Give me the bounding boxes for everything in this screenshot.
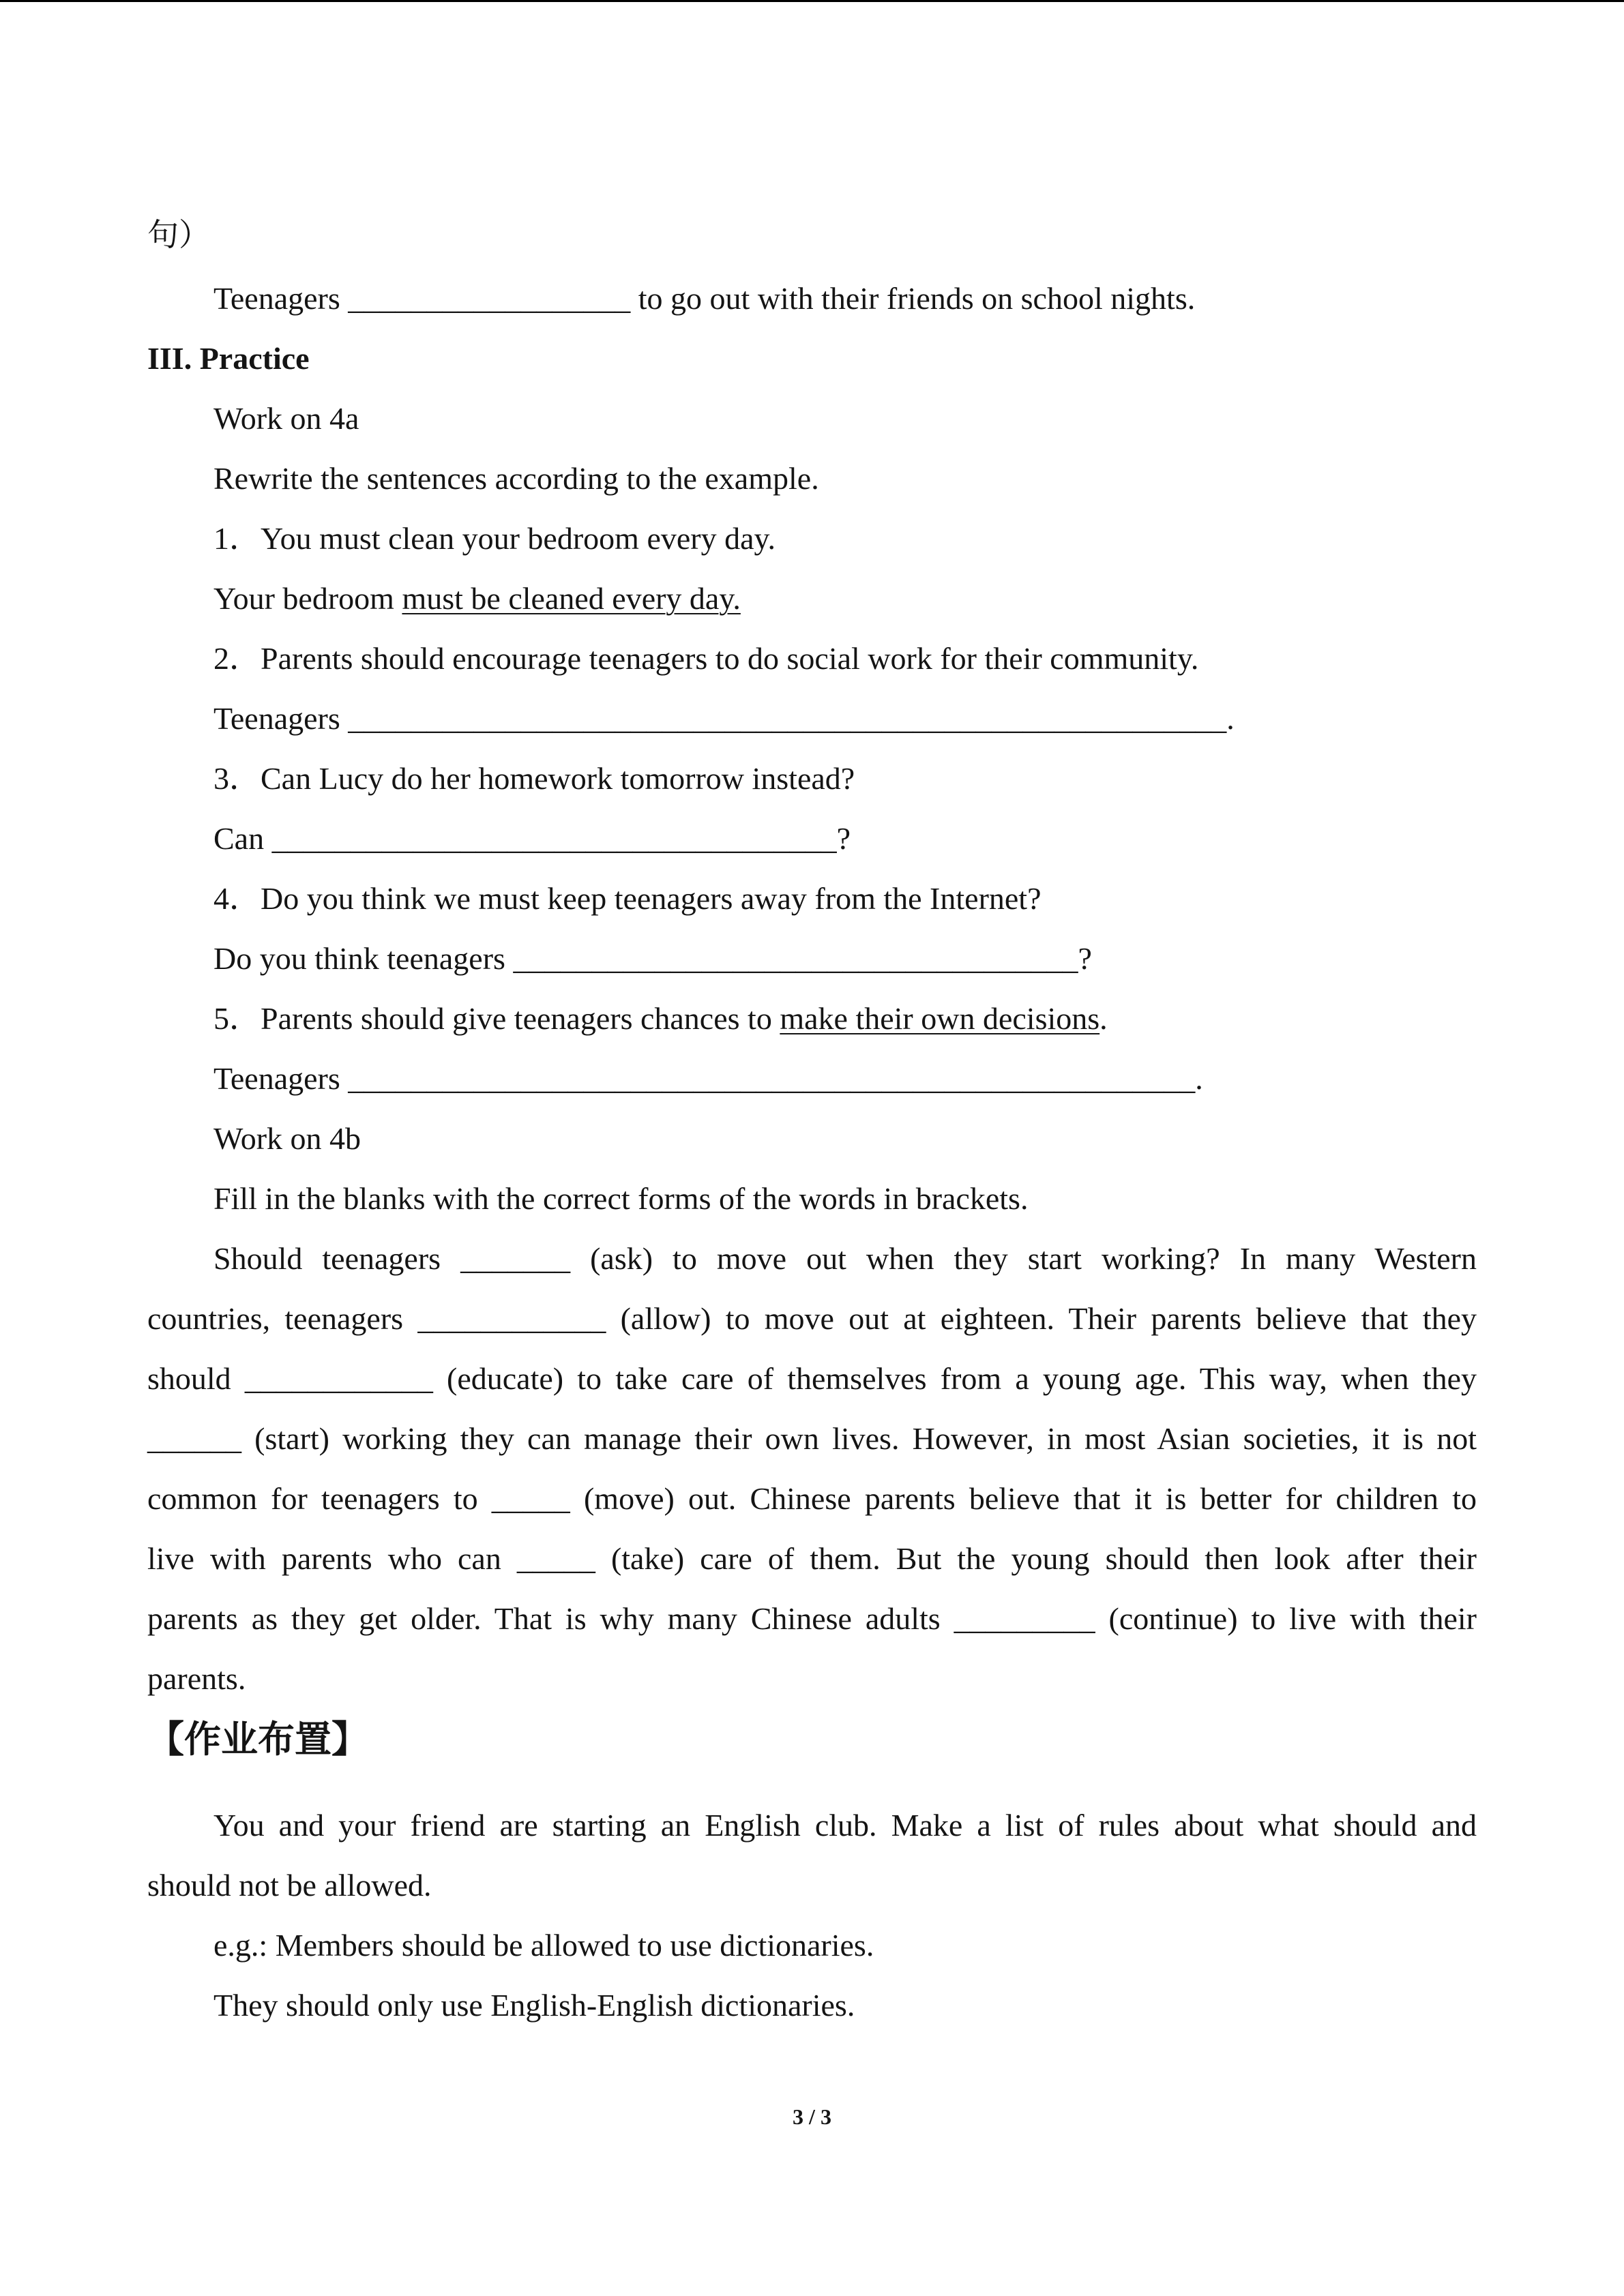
homework-line: You and your friend are starting an English club. Make a list of rules about what should and <box>213 1808 1477 1843</box>
answer-prefix: Your bedroom <box>213 581 394 616</box>
underlined-phrase: make their own decisions <box>780 1001 1100 1036</box>
answer-line-4[interactable]: Do you think teenagers ____________________________________? <box>213 941 1092 976</box>
passage-line: Should teenagers _______ (ask) to move out when they start working? In many Western <box>213 1241 1477 1276</box>
answer-line-2[interactable]: Teenagers ________________________________________________________. <box>213 701 1235 736</box>
passage-line: ______ (start) working they can manage their own lives. However, in most Asian societies, it is not <box>147 1421 1477 1456</box>
underlined-answer: must be cleaned every day. <box>402 581 741 616</box>
homework-example: e.g.: Members should be allowed to use dictionaries. <box>213 1928 874 1963</box>
passage-line: countries, teenagers ____________ (allow) to move out at eighteen. Their parents believe that they <box>147 1301 1477 1336</box>
section-heading: III. Practice <box>147 341 310 376</box>
sentence-fragment: 句） <box>147 216 210 253</box>
answer-line-3[interactable]: Can ____________________________________? <box>213 821 851 856</box>
answer-blank[interactable]: __________________ <box>348 281 631 316</box>
rewrite-sentence <box>213 283 1195 314</box>
question-5-end: . <box>1099 1001 1108 1036</box>
passage-line: parents. <box>147 1661 246 1696</box>
work-4b-title: Work on 4b <box>213 1121 361 1156</box>
page-number: 3 / 3 <box>793 2104 831 2129</box>
question-4: 4．Do you think we must keep teenagers away from the Internet? <box>213 881 1042 916</box>
answer-line-5[interactable]: Teenagers ______________________________________________________. <box>213 1061 1203 1096</box>
work-4a-instruction: Rewrite the sentences according to the example. <box>213 461 819 496</box>
question-1: 1．You must clean your bedroom every day. <box>213 521 776 556</box>
question-3: 3．Can Lucy do her homework tomorrow instead? <box>213 761 855 796</box>
question-5 <box>213 1003 1108 1034</box>
page-top-border <box>0 0 1624 2</box>
example-answer-1 <box>213 583 741 614</box>
passage-line: should ____________ (educate) to take care of themselves from a young age. This way, when they <box>147 1361 1477 1396</box>
question-2: 2．Parents should encourage teenagers to do social work for their community. <box>213 641 1199 676</box>
homework-example: They should only use English-English dictionaries. <box>213 1988 855 2023</box>
homework-heading: 【作业布置】 <box>147 1718 368 1761</box>
sentence-start: Teenagers <box>213 281 340 316</box>
homework-line: should not be allowed. <box>147 1868 432 1903</box>
question-5-start: 5．Parents should give teenagers chances to <box>213 1001 772 1036</box>
passage-line: common for teenagers to _____ (move) out. Chinese parents believe that it is better for children to <box>147 1481 1477 1516</box>
sentence-end: to go out with their friends on school nights. <box>638 281 1196 316</box>
work-4b-instruction: Fill in the blanks with the correct forms of the words in brackets. <box>213 1181 1029 1216</box>
work-4a-title: Work on 4a <box>213 401 359 436</box>
passage-line: parents as they get older. That is why many Chinese adults _________ (continue) to live with their <box>147 1601 1477 1636</box>
passage-line: live with parents who can _____ (take) care of them. But the young should then look after their <box>147 1541 1477 1576</box>
